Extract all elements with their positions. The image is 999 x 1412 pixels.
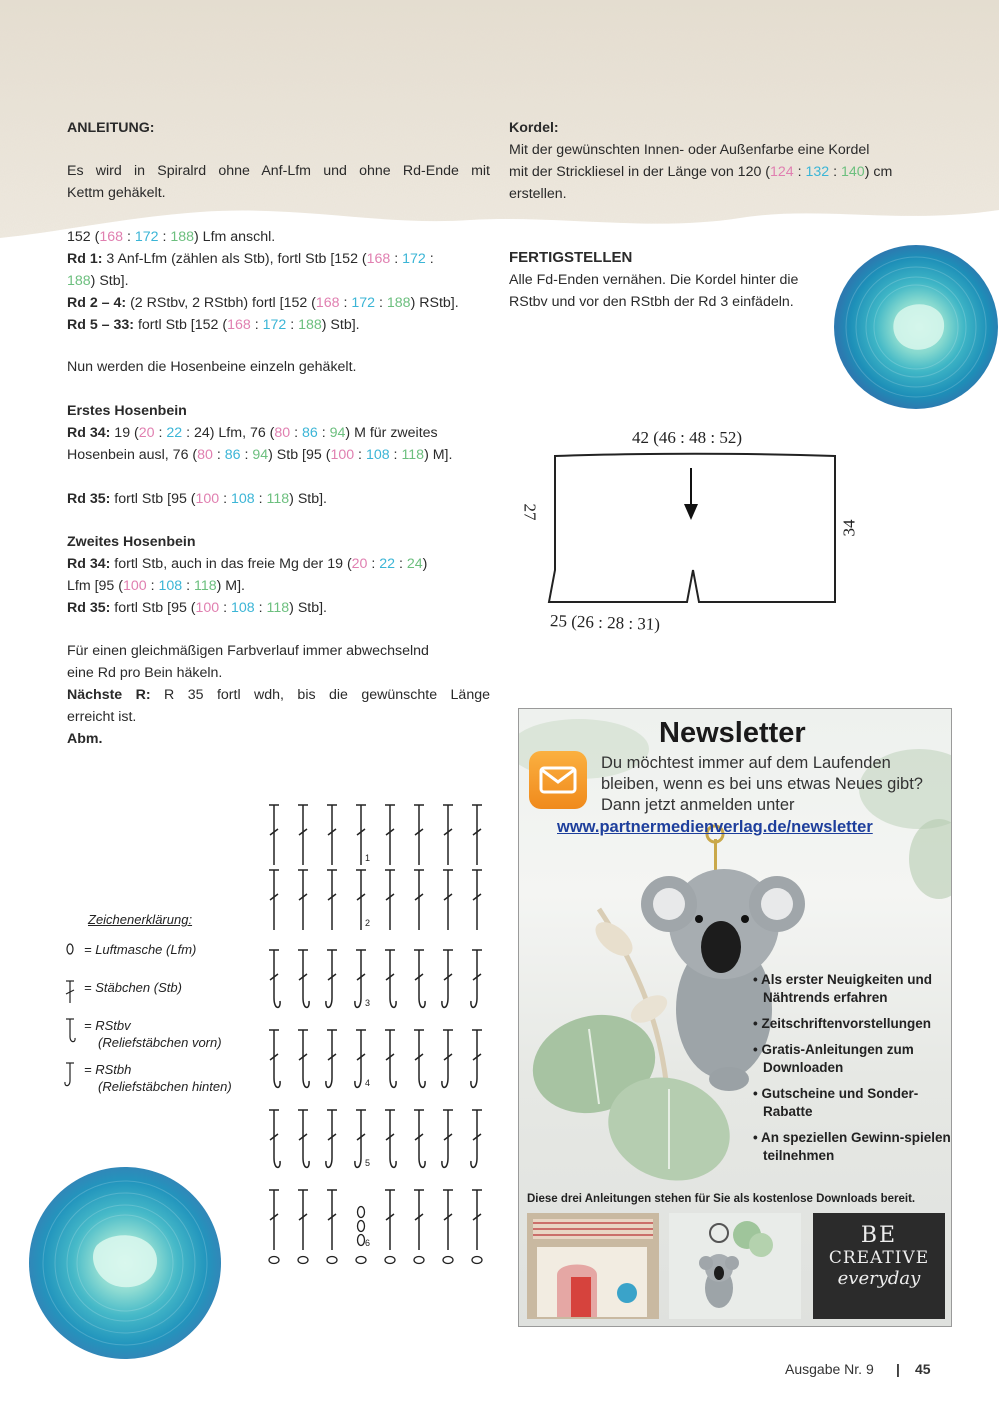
- chain-stitch: [472, 1257, 482, 1264]
- legend-item-bpdc: [62, 1061, 262, 1095]
- chart-row-label: 1: [365, 853, 371, 863]
- round-text: ) Stb].: [289, 600, 328, 616]
- chart-row-label: 3: [365, 998, 371, 1008]
- round-text: fortl Stb [152 (: [134, 317, 228, 333]
- sep: :: [158, 229, 171, 245]
- size-value: 168: [227, 317, 251, 333]
- round-text: ) Stb].: [289, 491, 328, 507]
- sep: :: [254, 600, 267, 616]
- crochet-chart: [262, 800, 502, 1270]
- size-value: 188: [67, 273, 91, 289]
- sep: :: [123, 229, 135, 245]
- cord-line-1: Mit der gewünschten Innen- oder Außenfarbe eine Kordel: [509, 142, 870, 158]
- round-text: 3 Anf-Lfm (zählen als Stb), fortl Stb [152 (: [102, 251, 367, 267]
- cord-line-3: erstellen.: [509, 186, 567, 202]
- newsletter-subtitle: Du möchtest immer auf dem Laufenden bleiben, wenn es bei uns etwas Neues gibt? Dann jetzt anmelden unter: [601, 754, 923, 814]
- sep: :: [240, 447, 253, 463]
- newsletter-title: Newsletter: [659, 717, 806, 749]
- cast-on-line: [67, 226, 497, 248]
- size-value: 24: [406, 556, 423, 572]
- back-post-hook: [355, 1078, 361, 1087]
- legend-sublabel: (Reliefstäbchen hinten): [98, 1079, 232, 1094]
- sep: :: [154, 425, 167, 441]
- size-value: 108: [231, 600, 255, 616]
- round-text: ) M für zweites: [345, 425, 438, 441]
- size-value: 118: [266, 491, 290, 507]
- finishing-heading: FERTIGSTELLEN: [509, 249, 633, 266]
- pattern-thumbnail-lettering[interactable]: [813, 1213, 945, 1319]
- size-value: 118: [401, 447, 425, 463]
- round-2-4-line: [67, 292, 497, 314]
- color-note-block: [67, 640, 490, 750]
- shorts-schematic: [515, 420, 875, 650]
- size-value: 80: [197, 447, 213, 463]
- round-text: R 35 fortl wdh, bis die gewünschte Länge: [150, 687, 490, 703]
- sep: :: [317, 425, 330, 441]
- chain-stitch: [269, 1257, 279, 1264]
- chain-stitch: [298, 1257, 308, 1264]
- round-text: : 24) Lfm, 76 (: [182, 425, 275, 441]
- benefit-text: Gratis-Anleitungen zum Downloaden: [761, 1042, 914, 1075]
- sep: :: [146, 578, 159, 594]
- pattern-thumbnail-house[interactable]: [527, 1213, 659, 1319]
- size-value: 94: [252, 447, 269, 463]
- color-line-1: Für einen gleichmäßigen Farbverlauf immer abwechselnd: [67, 643, 429, 659]
- front-post-hook: [390, 1078, 396, 1087]
- size-value: 140: [841, 164, 865, 180]
- back-post-hook: [471, 1158, 477, 1167]
- size-value: 20: [351, 556, 368, 572]
- color-line-2: eine Rd pro Bein häkeln.: [67, 665, 223, 681]
- downloads-note: Diese drei Anleitungen stehen für Sie als kostenlose Downloads bereit.: [527, 1193, 916, 1205]
- back-post-dc-symbol: [62, 1061, 84, 1089]
- back-post-hook: [442, 998, 448, 1007]
- benefit-item: • Als erster Neuigkeiten und Nähtrends erfahren: [753, 972, 933, 1005]
- first-leg-round-35: [67, 488, 497, 510]
- round-text: ) M].: [424, 447, 453, 463]
- back-post-hook: [442, 1078, 448, 1087]
- back-post-hook: [471, 998, 477, 1007]
- sep: :: [793, 164, 806, 180]
- front-post-hook: [303, 998, 309, 1007]
- round-label: Rd 34:: [67, 425, 111, 441]
- round-text: ) Stb].: [90, 273, 129, 289]
- cord-line-2: [509, 161, 939, 183]
- front-post-hook: [303, 1158, 309, 1167]
- round-label: Rd 1:: [67, 251, 103, 267]
- legend-title: Zeichenerklärung:: [88, 912, 193, 927]
- back-post-hook: [355, 998, 361, 1007]
- front-post-hook: [390, 998, 396, 1007]
- finishing-line-2: RStbv und vor den RStbh der Rd 3 einfädeln.: [509, 294, 794, 310]
- size-value: 132: [805, 164, 830, 180]
- size-value: 188: [298, 317, 322, 333]
- benefit-item: • An speziellen Gewinn-spielen teilnehmen: [753, 1130, 951, 1163]
- round-label: Rd 35:: [67, 491, 111, 507]
- round-text: fortl Stb [95 (: [110, 491, 196, 507]
- instructions-heading: ANLEITUNG:: [67, 120, 155, 136]
- intro-line-1: Es wird in Spiralrd ohne Anf-Lfm und ohne Rd-Ende mit: [67, 163, 490, 179]
- legend-label: = RStbh: [84, 1062, 132, 1077]
- front-post-hook: [274, 1078, 280, 1087]
- size-value: 20: [138, 425, 155, 441]
- chain-stitch-symbol: [62, 941, 84, 969]
- round-text: Lfm [95 (: [67, 578, 123, 594]
- schematic-top-label: 42 (46 : 48 : 52): [632, 428, 743, 447]
- round-text: fortl Stb [95 (: [110, 600, 196, 616]
- front-post-hook: [274, 1158, 280, 1167]
- round-label: Rd 2 – 4:: [67, 295, 127, 311]
- legend-item-fpdc: [62, 1017, 262, 1051]
- size-value: 108: [158, 578, 183, 594]
- first-leg-round-34: [67, 422, 497, 466]
- first-leg-heading: Erstes Hosenbein: [67, 403, 187, 419]
- benefit-text: An speziellen Gewinn-spielen teilnehmen: [760, 1130, 951, 1163]
- mail-icon: [529, 751, 587, 809]
- benefit-item: • Zeitschriftenvorstellungen: [753, 1016, 932, 1031]
- sep: :: [389, 447, 402, 463]
- size-value: 168: [315, 295, 340, 311]
- size-value: 118: [193, 578, 217, 594]
- front-post-hook: [419, 1078, 425, 1087]
- sep: :: [219, 491, 232, 507]
- sep: :: [390, 251, 403, 267]
- intro-paragraph: [67, 160, 490, 204]
- pattern-thumbnail-koala[interactable]: [669, 1213, 801, 1319]
- finishing-line-1: Alle Fd-Enden vernähen. Die Kordel hinter die: [509, 272, 799, 288]
- back-post-hook: [326, 998, 332, 1007]
- size-value: 100: [330, 447, 355, 463]
- second-leg-block: [67, 531, 497, 619]
- front-post-dc-symbol: [62, 1017, 84, 1045]
- size-value: 188: [386, 295, 411, 311]
- schematic-bottom-label: 25 (26 : 28 : 31): [549, 611, 661, 634]
- round-text: ): [422, 556, 428, 572]
- yarn-ball-image: [27, 1165, 223, 1361]
- sep: :: [339, 295, 352, 311]
- second-leg-round-34: [67, 553, 497, 597]
- next-row-line-2: erreicht ist.: [67, 709, 137, 725]
- back-post-hook: [471, 1078, 477, 1087]
- round-label: Nächste R:: [67, 687, 151, 703]
- cast-on-text: ) Lfm anschl.: [194, 229, 276, 245]
- schematic-left-label: 27: [520, 503, 540, 521]
- sep: :: [219, 600, 232, 616]
- page-number: 45: [915, 1361, 931, 1377]
- newsletter-ad[interactable]: [518, 708, 952, 1327]
- legend-item-dc: [62, 979, 262, 1007]
- chart-row-label: 5: [365, 1158, 371, 1168]
- back-post-hook: [326, 1078, 332, 1087]
- legend-sublabel: (Reliefstäbchen vorn): [98, 1035, 222, 1050]
- size-value: 100: [122, 578, 147, 594]
- intro-line-2: Kettm gehäkelt.: [67, 185, 166, 201]
- chart-row-label: 4: [365, 1078, 371, 1088]
- issue-label: Ausgabe Nr. 9: [785, 1361, 874, 1377]
- front-post-hook: [390, 1158, 396, 1167]
- front-post-hook: [419, 998, 425, 1007]
- round-label: Rd 35:: [67, 600, 111, 616]
- round-5-33-line: [67, 314, 497, 336]
- front-post-hook: [274, 998, 280, 1007]
- chain-stitch: [443, 1257, 453, 1264]
- chain-stitch: [358, 1207, 365, 1218]
- rounds-block: [67, 226, 497, 336]
- chain-stitch: [327, 1257, 337, 1264]
- sep: :: [425, 251, 434, 267]
- round-1-line: [67, 248, 497, 292]
- size-value: 168: [366, 251, 391, 267]
- legend-label: = Stäbchen (Stb): [84, 980, 182, 995]
- round-text: Hosenbein ausl, 76 (: [67, 447, 198, 463]
- lettering-line: CREATIVE: [828, 1248, 930, 1268]
- size-value: 100: [195, 491, 220, 507]
- size-value: 118: [266, 600, 290, 616]
- sep: :: [290, 425, 303, 441]
- chain-stitch: [414, 1257, 424, 1264]
- newsletter-link[interactable]: www.partnermedienverlag.de/newsletter: [557, 818, 873, 836]
- finish-abbrev: Abm.: [67, 731, 103, 747]
- benefit-list: [751, 971, 951, 1173]
- back-post-hook: [355, 1158, 361, 1167]
- legend-label: = RStbv: [84, 1018, 131, 1033]
- cord-text: mit der Strickliesel in der Länge von 120 (: [509, 164, 771, 180]
- yarn-ball-image: [832, 243, 999, 411]
- sep: :: [250, 317, 263, 333]
- sep: :: [254, 491, 267, 507]
- schematic-right-label: 34: [839, 519, 859, 537]
- second-leg-heading: Zweites Hosenbein: [67, 534, 196, 550]
- benefit-item: • Gratis-Anleitungen zum Downloaden: [753, 1042, 914, 1075]
- first-leg-block: [67, 400, 497, 510]
- size-value: 108: [231, 491, 255, 507]
- chain-stitch: [385, 1257, 395, 1264]
- chart-legend: [62, 912, 262, 1105]
- next-row-line: [67, 684, 490, 706]
- sep: :: [367, 556, 380, 572]
- sep: :: [829, 164, 842, 180]
- size-value: 124: [770, 164, 794, 180]
- size-value: 168: [99, 229, 124, 245]
- front-post-hook: [419, 1158, 425, 1167]
- round-text: (2 RStbv, 2 RStbh) fortl [152 (: [126, 295, 316, 311]
- chart-row-label: 2: [365, 918, 371, 928]
- size-value: 172: [262, 317, 287, 333]
- sep: :: [286, 317, 299, 333]
- round-text: ) Stb [95 (: [268, 447, 331, 463]
- size-value: 172: [402, 251, 426, 267]
- legend-label: = Luftmasche (Lfm): [84, 942, 197, 957]
- round-text: 19 (: [110, 425, 139, 441]
- legend-item-chain: [62, 941, 262, 969]
- cord-block: [509, 117, 939, 205]
- size-value: 94: [329, 425, 346, 441]
- lettering-line: everyday: [837, 1268, 921, 1289]
- size-value: 86: [302, 425, 318, 441]
- round-label: Rd 5 – 33:: [67, 317, 135, 333]
- chain-stitch: [358, 1235, 365, 1246]
- back-post-hook: [326, 1158, 332, 1167]
- benefit-text: Gutscheine und Sonder-Rabatte: [761, 1086, 919, 1119]
- second-leg-round-35: [67, 597, 497, 619]
- cord-text: ) cm: [864, 164, 893, 180]
- double-crochet-symbol: [62, 979, 84, 1007]
- chain-stitch: [356, 1257, 366, 1264]
- sep: :: [395, 556, 407, 572]
- front-post-hook: [303, 1078, 309, 1087]
- lettering-line: BE: [860, 1223, 898, 1248]
- size-value: 100: [195, 600, 220, 616]
- envelope-icon: [529, 751, 587, 809]
- benefit-text: Zeitschriftenvorstellungen: [761, 1016, 932, 1031]
- size-value: 108: [365, 447, 390, 463]
- size-value: 172: [134, 229, 159, 245]
- round-text: ) Stb].: [321, 317, 360, 333]
- round-label: Rd 34:: [67, 556, 111, 572]
- cast-on-text: 152 (: [67, 229, 100, 245]
- chart-row-label: 6: [365, 1238, 371, 1248]
- sep: :: [182, 578, 194, 594]
- size-value: 86: [224, 447, 241, 463]
- finishing-block: [509, 247, 839, 313]
- chain-stitch: [358, 1221, 365, 1232]
- back-post-hook: [442, 1158, 448, 1167]
- cord-heading: Kordel:: [509, 120, 559, 136]
- size-value: 172: [351, 295, 376, 311]
- sep: :: [375, 295, 387, 311]
- round-text: ) M].: [216, 578, 245, 594]
- size-value: 80: [274, 425, 291, 441]
- sep: :: [354, 447, 366, 463]
- footer-separator: |: [896, 1361, 900, 1377]
- round-text: ) RStb].: [410, 295, 459, 311]
- size-value: 22: [379, 556, 396, 572]
- round-text: fortl Stb, auch in das freie Mg der 19 (: [110, 556, 352, 572]
- legs-note: Nun werden die Hosenbeine einzeln gehäkelt.: [67, 359, 357, 375]
- benefit-item: • Gutscheine und Sonder-Rabatte: [753, 1086, 919, 1119]
- benefit-text: Als erster Neuigkeiten und Nähtrends erfahren: [760, 972, 933, 1005]
- sep: :: [212, 447, 225, 463]
- size-value: 22: [166, 425, 183, 441]
- size-value: 188: [170, 229, 195, 245]
